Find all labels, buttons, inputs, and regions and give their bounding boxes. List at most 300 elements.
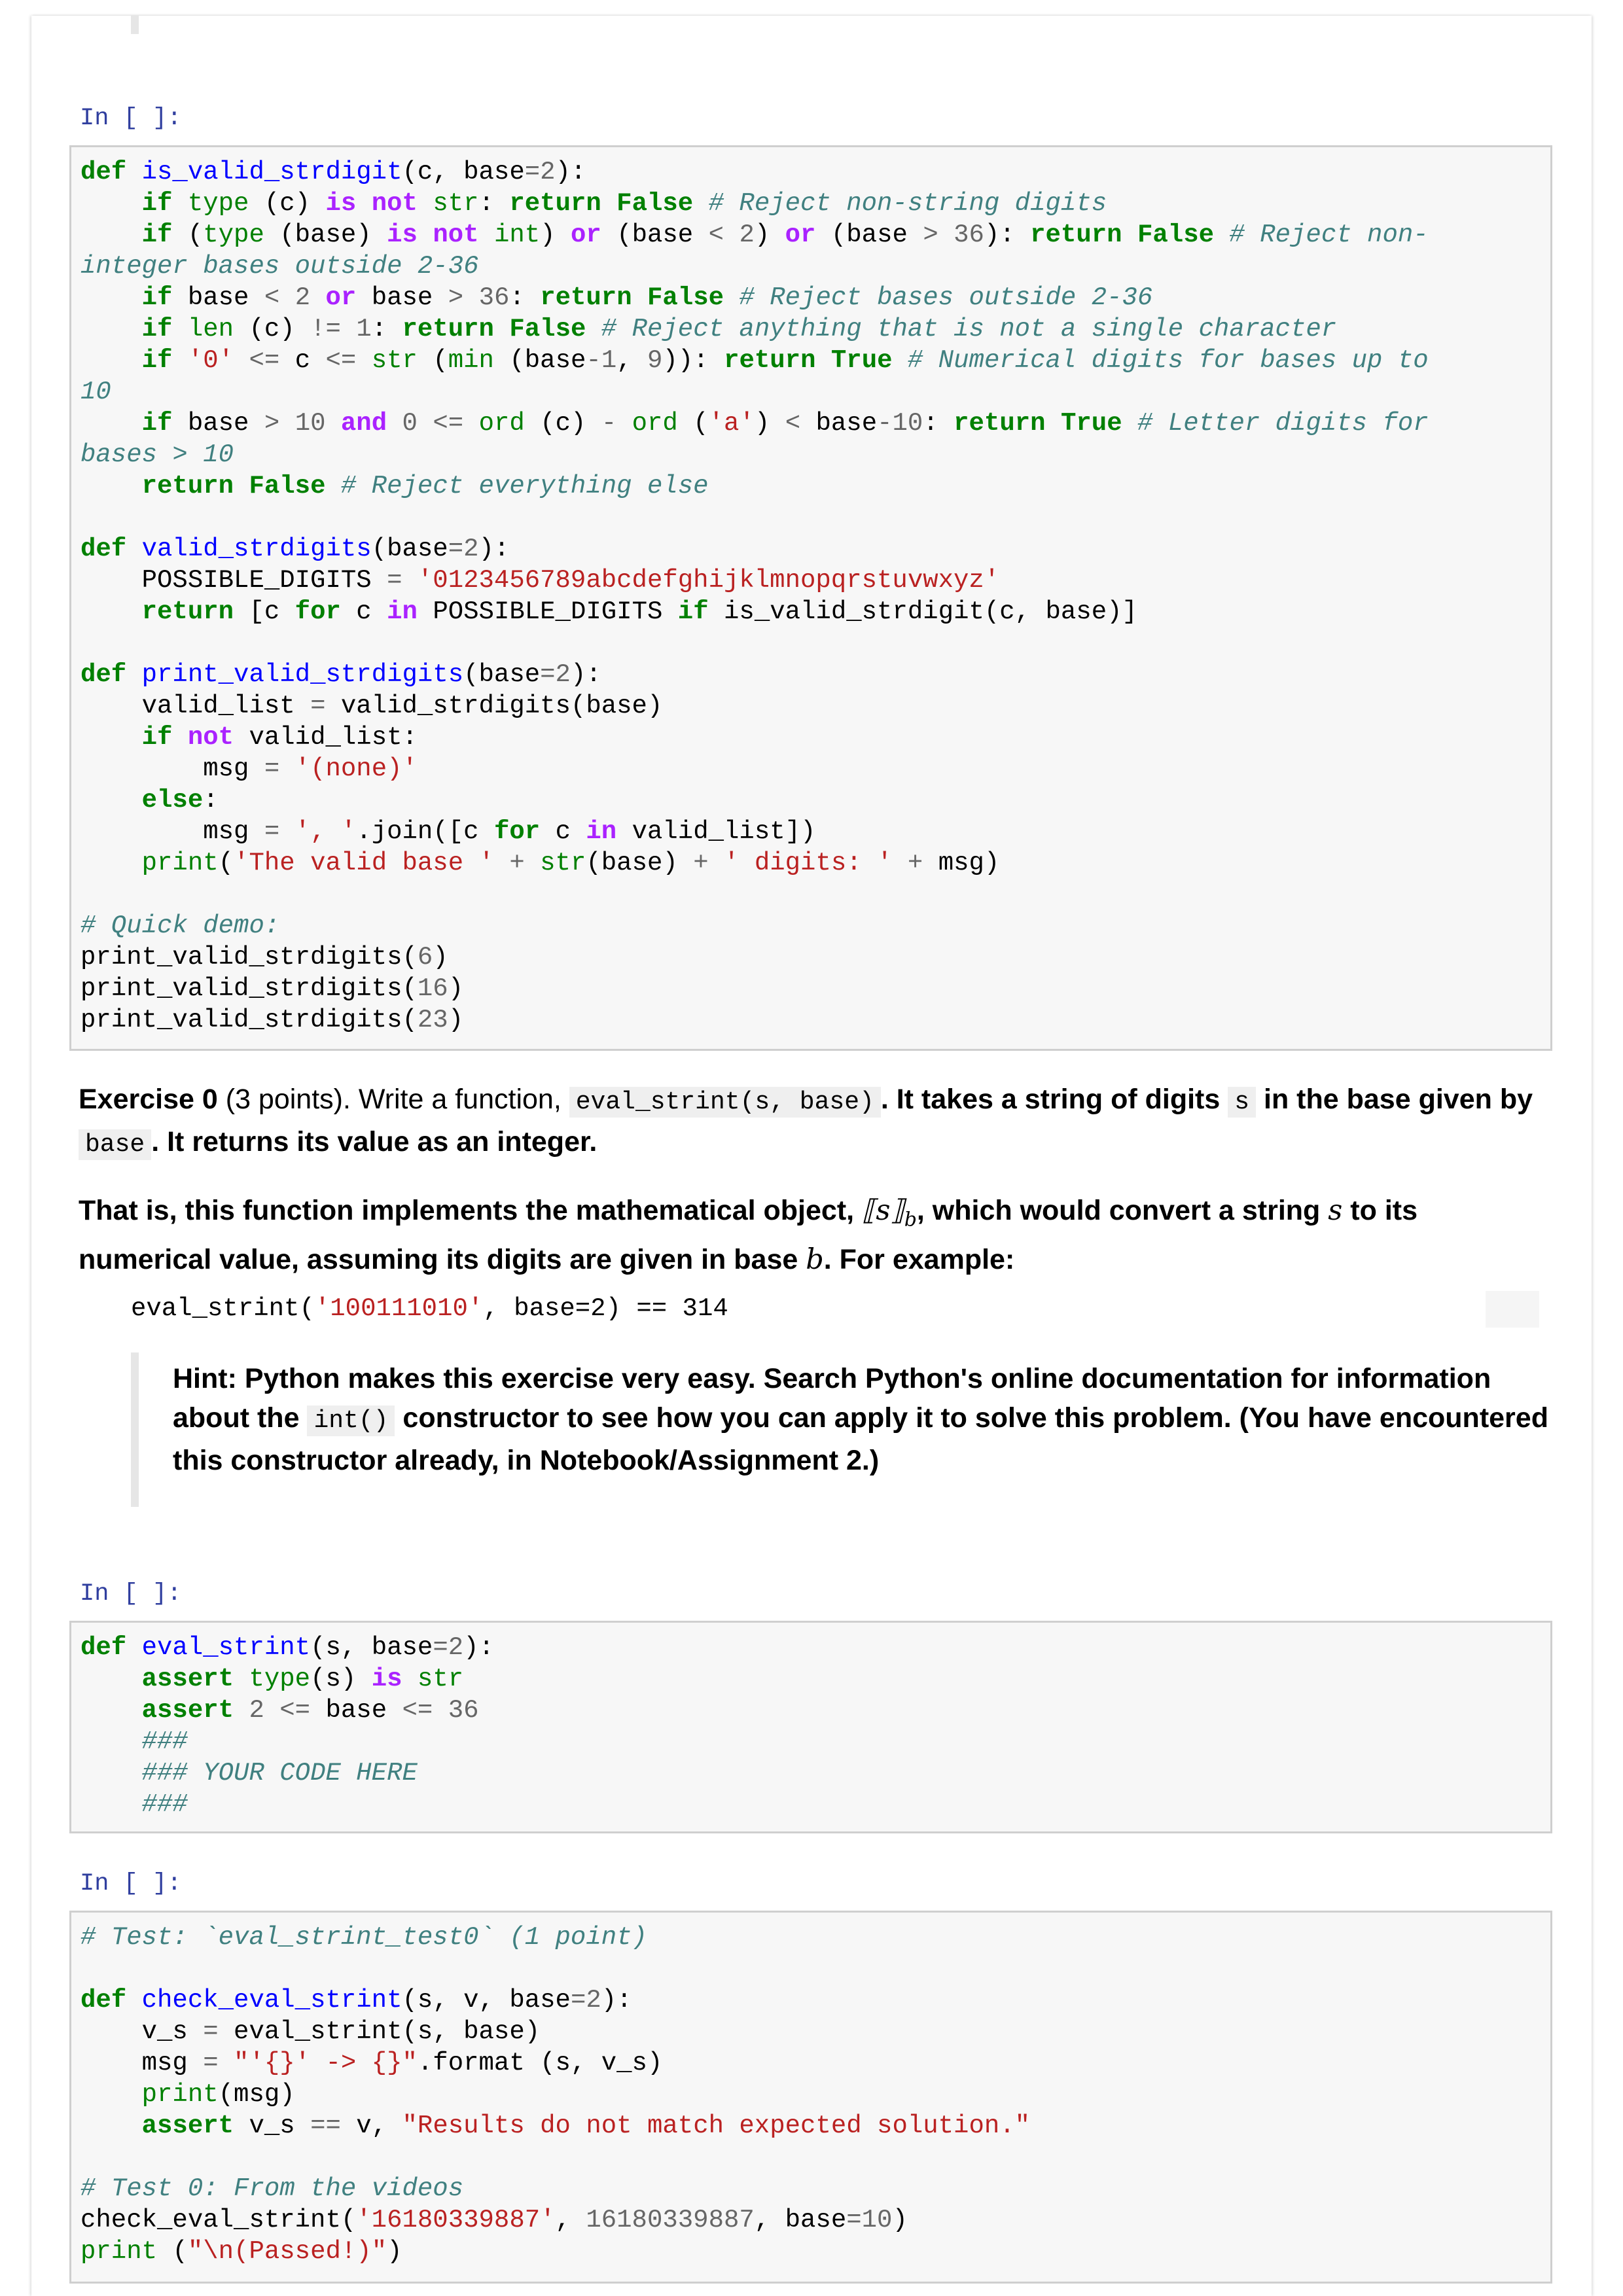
code-token: ' digits: ' [724, 849, 908, 877]
code-line[interactable] [80, 753, 1539, 785]
code-token: (c, base [402, 158, 525, 186]
code-line[interactable] [80, 1922, 1539, 1953]
code-token: : [509, 283, 541, 312]
code-token: < [785, 409, 816, 438]
code-token: len [187, 315, 249, 344]
code-editor[interactable] [80, 1632, 1539, 1820]
code-token: 2 [463, 535, 479, 563]
code-token [80, 1790, 142, 1819]
code-token: ): [555, 158, 586, 186]
code-token [80, 221, 142, 249]
inline-code: eval_strint(s, base) [569, 1087, 881, 1118]
code-token: # Test 0: From the videos [80, 2174, 464, 2203]
code-line[interactable] [80, 313, 1539, 345]
code-token: - [601, 409, 632, 438]
code-token: int [493, 221, 541, 249]
code-token: , [555, 2206, 586, 2234]
code-line[interactable] [80, 1757, 1539, 1789]
code-token: or [785, 221, 831, 249]
code-token: valid_list]) [632, 817, 816, 846]
code-token: <= [279, 1696, 326, 1725]
code-token: in [387, 597, 433, 626]
code-token: = [448, 535, 464, 563]
code-token: print [80, 2237, 173, 2266]
inline-code: int() [307, 1405, 395, 1436]
code-line[interactable] [80, 816, 1539, 847]
code-token: 2 [586, 1986, 601, 2015]
code-line[interactable] [80, 1663, 1539, 1695]
code-token: base [187, 409, 264, 438]
code-token: if [141, 409, 188, 438]
math-object: ⟦s⟧ [862, 1194, 904, 1227]
code-line[interactable] [80, 2016, 1539, 2047]
code-token: = [846, 2206, 862, 2234]
code-line[interactable] [80, 847, 1539, 879]
code-token: ) [433, 943, 448, 972]
code-line[interactable] [80, 345, 1539, 376]
code-token: 10 [861, 2206, 893, 2234]
code-token: (c) [540, 409, 601, 438]
code-line[interactable] [80, 376, 1539, 408]
hint-blockquote [131, 1352, 1558, 1507]
code-token: (msg) [218, 2080, 295, 2109]
code-token: and [340, 409, 402, 438]
code-token: POSSIBLE_DIGITS [80, 566, 387, 595]
code-token [80, 849, 142, 877]
code-token: or [570, 221, 617, 249]
code-line[interactable] [80, 219, 1539, 251]
code-token: : [203, 786, 219, 815]
code-token: ): [570, 660, 601, 689]
code-token: is_valid_strdigit(c, base)] [724, 597, 1137, 626]
code-token: ### [141, 1790, 188, 1819]
code-token: # Letter digits for [1137, 409, 1429, 438]
code-token: 0 [402, 409, 433, 438]
code-token: (base) [279, 221, 387, 249]
code-token: for [294, 597, 357, 626]
code-line[interactable] [80, 251, 1539, 282]
code-line[interactable] [80, 2173, 1539, 2204]
code-token: assert [141, 1696, 249, 1725]
code-token: <= [433, 409, 479, 438]
code-line[interactable] [80, 2047, 1539, 2079]
code-line[interactable] [80, 942, 1539, 973]
code-token: return False [402, 315, 601, 344]
hint-text: Hint: Python makes this exercise very easy. Search Python's online documentation for information about the [173, 1363, 1491, 1434]
code-token: ) [754, 221, 785, 249]
exercise-paragraph-1 [79, 1080, 1538, 1165]
code-token: # Quick demo: [80, 911, 280, 940]
code-token [80, 597, 142, 626]
code-token [80, 1759, 142, 1788]
cell-prompt: In [ ]: [80, 1870, 182, 1898]
code-token: + [693, 849, 724, 877]
code-cell-2[interactable] [69, 1621, 1552, 1833]
code-token: valid_strdigits [141, 535, 372, 563]
code-token: > [923, 221, 954, 249]
code-token: = [524, 158, 541, 186]
code-token: 1 [356, 315, 372, 344]
code-line[interactable] [80, 659, 1539, 690]
math-variable: s [1328, 1194, 1343, 1227]
code-token: 2 [739, 221, 755, 249]
code-token: <= [402, 1696, 448, 1725]
code-token: def [80, 660, 142, 689]
code-token: print_valid_strdigits( [80, 974, 418, 1003]
code-token: = [203, 2017, 234, 2046]
code-token: else [141, 786, 204, 815]
code-token: (s, v, base [402, 1986, 571, 2015]
code-token: <= [325, 346, 372, 375]
code-token: c [555, 817, 586, 846]
code-line[interactable] [80, 470, 1539, 502]
code-line[interactable] [80, 910, 1539, 942]
code-token: = [264, 817, 295, 846]
code-token: < [264, 283, 295, 312]
code-token: (base [616, 221, 709, 249]
code-token: ( [693, 409, 709, 438]
code-token: base [815, 409, 878, 438]
code-line[interactable] [80, 282, 1539, 313]
code-token: ): [984, 221, 1031, 249]
code-token: def [80, 1633, 142, 1662]
exercise-text: in the base given by [1256, 1084, 1533, 1115]
code-token: ) [540, 221, 571, 249]
code-token: + [907, 849, 938, 877]
code-token: = [540, 660, 556, 689]
code-token: str [371, 346, 433, 375]
code-token [80, 1696, 142, 1725]
code-token [80, 283, 142, 312]
code-token: (base [463, 660, 541, 689]
code-token: ( [187, 221, 204, 249]
code-token: if [141, 221, 188, 249]
code-editor[interactable] [80, 156, 1539, 1036]
code-token: valid_list [80, 692, 311, 720]
code-token: (base [509, 346, 586, 375]
code-token: ### YOUR CODE HERE [141, 1759, 418, 1788]
code-token: 36 [448, 1696, 479, 1725]
code-line[interactable] [80, 188, 1539, 219]
code-token: 10 [294, 409, 341, 438]
code-token: ) [448, 974, 464, 1003]
code-token: if [141, 283, 188, 312]
code-line[interactable] [80, 2110, 1539, 2142]
code-token: if [141, 189, 188, 218]
code-token: msg [80, 2049, 204, 2077]
code-line[interactable] [80, 973, 1539, 1004]
code-token: ( [433, 346, 448, 375]
code-token: str [417, 1665, 464, 1693]
code-token: : [478, 189, 510, 218]
code-token: in [586, 817, 632, 846]
code-token: ', ' [294, 817, 357, 846]
code-token: 2 [555, 660, 571, 689]
code-token: ) [448, 1006, 464, 1034]
code-token: v_s [80, 2017, 204, 2046]
code-token: def [80, 1986, 142, 2015]
code-token: assert [141, 1665, 249, 1693]
code-token: 6 [417, 943, 433, 972]
code-token: msg [80, 754, 264, 783]
code-token: return True [724, 346, 908, 375]
code-token: c [294, 346, 326, 375]
code-token: type [249, 1665, 311, 1693]
code-line[interactable] [80, 1004, 1539, 1036]
code-token: "Results do not match expected solution." [402, 2111, 1031, 2140]
code-token: # Test: `eval_strint_test0` (1 point) [80, 1923, 647, 1952]
code-token: 10 [892, 409, 923, 438]
code-token: <= [249, 346, 295, 375]
code-token: # Reject non-string digits [708, 189, 1107, 218]
code-line[interactable] [80, 596, 1539, 627]
code-token: '(none)' [294, 754, 418, 783]
code-token: def [80, 158, 142, 186]
code-line[interactable] [80, 156, 1539, 188]
code-token: ord [478, 409, 541, 438]
code-token [80, 472, 142, 501]
code-token: ( [172, 2237, 188, 2266]
code-token [80, 315, 142, 344]
code-token: 10 [80, 378, 111, 406]
code-token: : [693, 346, 724, 375]
code-token: - [586, 346, 601, 375]
exercise-text: to its numerical value, assuming its digits are given in base [79, 1195, 1418, 1275]
code-token: = [570, 1986, 586, 2015]
code-token: 2 [540, 158, 556, 186]
code-token: "'{}' -> {}" [234, 2049, 418, 2077]
code-token: str [540, 849, 586, 877]
exercise-text: . It takes a string of digits [880, 1084, 1228, 1115]
code-token: print [141, 2080, 219, 2109]
code-token: = [387, 566, 418, 595]
code-line[interactable] [80, 565, 1539, 596]
exercise-points: (3 points). Write a function, [217, 1084, 569, 1115]
code-token: c [356, 597, 387, 626]
code-line[interactable] [80, 879, 1539, 910]
code-token: is_valid_strdigit [141, 158, 402, 186]
example-background [1486, 1291, 1539, 1328]
code-line[interactable] [80, 690, 1539, 722]
code-token: : [923, 409, 954, 438]
example-rest: , base=2) == 314 [483, 1294, 728, 1323]
code-line[interactable] [80, 627, 1539, 659]
code-token: # Reject non- [1229, 221, 1429, 249]
code-token: .format (s, v_s) [417, 2049, 663, 2077]
code-token: base [325, 1696, 402, 1725]
code-token: eval_strint [141, 1633, 311, 1662]
code-token: , base [754, 2206, 847, 2234]
code-cell-1[interactable] [69, 145, 1552, 1051]
code-token: print_valid_strdigits [141, 660, 464, 689]
code-token: or [325, 283, 372, 312]
code-token: check_eval_strint [141, 1986, 402, 2015]
code-token: ( [218, 849, 234, 877]
inline-code: base [79, 1129, 151, 1160]
code-token: (base) [586, 849, 694, 877]
code-token: )) [662, 346, 694, 375]
code-token: msg) [938, 849, 1000, 877]
code-token: 16180339887 [586, 2206, 755, 2234]
code-token [80, 1727, 142, 1756]
code-token: assert [141, 2111, 249, 2140]
code-token: '0' [187, 346, 249, 375]
code-token: ### [141, 1727, 188, 1756]
example-string: '100111010' [314, 1294, 484, 1323]
code-token: != [310, 315, 357, 344]
code-token: bases > 10 [80, 440, 234, 469]
code-token: for [493, 817, 556, 846]
code-token: return True [954, 409, 1138, 438]
code-token: # Reject bases outside 2-36 [739, 283, 1153, 312]
code-token: if [141, 723, 188, 752]
code-token: return [141, 597, 249, 626]
code-line[interactable] [80, 722, 1539, 753]
code-token: 9 [647, 346, 663, 375]
code-token: if [141, 315, 188, 344]
code-token [80, 2111, 142, 2140]
code-token: > [264, 409, 295, 438]
code-token: (base [830, 221, 923, 249]
example-function: eval_strint( [131, 1294, 315, 1323]
code-token: # Reject anything that is not a single character [601, 315, 1337, 344]
code-token: print [141, 849, 219, 877]
code-token: .join([c [356, 817, 494, 846]
code-token: is not [325, 189, 433, 218]
code-token: 2 [249, 1696, 280, 1725]
code-token: (c) [264, 189, 326, 218]
code-token: valid_strdigits(base) [340, 692, 663, 720]
code-token: 1 [601, 346, 617, 375]
code-line[interactable] [80, 1789, 1539, 1820]
code-line[interactable] [80, 1985, 1539, 2016]
exercise-paragraph-2 [79, 1191, 1538, 1279]
code-line[interactable] [80, 2236, 1539, 2267]
code-token: 36 [954, 221, 984, 249]
code-token: = [310, 692, 341, 720]
code-token: ): [601, 1986, 632, 2015]
code-token: ): [478, 535, 510, 563]
hint-text: constructor to see how you can apply it to solve this problem. (You have encountered this constructor already, in Notebook/Assignment 2.) [173, 1402, 1548, 1476]
code-token: print_valid_strdigits( [80, 943, 418, 972]
code-token [80, 786, 142, 815]
code-line[interactable] [80, 785, 1539, 816]
code-token: '0123456789abcdefghijklmnopqrstuvwxyz' [417, 566, 1000, 595]
code-token: ) [387, 2237, 402, 2266]
code-token: return False [141, 472, 341, 501]
code-line[interactable] [80, 2079, 1539, 2110]
code-token: if [677, 597, 724, 626]
cell-prompt: In [ ]: [80, 105, 182, 132]
code-token: (s, base [310, 1633, 433, 1662]
math-variable: b [806, 1243, 824, 1276]
code-token: [c [249, 597, 295, 626]
code-token: valid_list: [249, 723, 418, 752]
code-token: if [141, 346, 188, 375]
scroll-marker [131, 16, 139, 34]
code-token: type [203, 221, 280, 249]
code-token: min [448, 346, 510, 375]
code-token: # Numerical digits for bases up to [907, 346, 1429, 375]
code-token: str [433, 189, 479, 218]
code-line[interactable] [80, 1953, 1539, 1985]
code-token: ) [892, 2206, 908, 2234]
code-token: = [203, 2049, 234, 2077]
code-token: v, [356, 2111, 402, 2140]
code-token: "\n(Passed!)" [187, 2237, 387, 2266]
math-subscript: b [904, 1208, 917, 1231]
code-token: > [448, 283, 479, 312]
exercise-text: . It returns its value as an integer. [151, 1126, 597, 1157]
code-token: (base [371, 535, 448, 563]
code-token: 16 [417, 974, 448, 1003]
code-token: - [877, 409, 893, 438]
code-token [80, 723, 142, 752]
code-token: == [310, 2111, 357, 2140]
code-line[interactable] [80, 1726, 1539, 1757]
code-line[interactable] [80, 408, 1539, 439]
code-token: return False [509, 189, 709, 218]
code-line[interactable] [80, 2142, 1539, 2173]
code-token [80, 2080, 142, 2109]
code-line[interactable] [80, 502, 1539, 533]
code-token: v_s [249, 2111, 311, 2140]
code-line[interactable] [80, 1695, 1539, 1726]
code-token: type [187, 189, 264, 218]
code-token: + [509, 849, 541, 877]
exercise-text: . For example: [823, 1243, 1015, 1275]
code-line[interactable] [80, 1632, 1539, 1663]
code-token: base [371, 283, 448, 312]
code-token: ) [754, 409, 785, 438]
code-line[interactable] [80, 439, 1539, 470]
code-token: (s) [310, 1665, 372, 1693]
code-token: 'The valid base ' [234, 849, 510, 877]
code-token: < [708, 221, 740, 249]
code-token: is not [387, 221, 494, 249]
code-token: ord [632, 409, 694, 438]
code-token: POSSIBLE_DIGITS [433, 597, 678, 626]
code-token: check_eval_strint( [80, 2206, 357, 2234]
code-cell-3[interactable] [69, 1911, 1552, 2284]
code-token: return False [540, 283, 740, 312]
code-token: 'a' [708, 409, 755, 438]
inline-code: s [1228, 1087, 1256, 1118]
code-token: # Reject everything else [340, 472, 709, 501]
code-token: = [264, 754, 295, 783]
code-token: , [616, 346, 648, 375]
code-token: : [371, 315, 402, 344]
code-token: (c) [249, 315, 311, 344]
example-code [79, 1288, 1539, 1329]
code-token: = [433, 1633, 448, 1662]
code-line[interactable] [80, 2204, 1539, 2236]
code-editor[interactable] [80, 1922, 1539, 2267]
code-token: 2 [448, 1633, 464, 1662]
code-token [80, 1665, 142, 1693]
code-line[interactable] [80, 533, 1539, 565]
code-token: not [187, 723, 249, 752]
code-token: is [371, 1665, 418, 1693]
code-token [80, 189, 142, 218]
code-token: def [80, 535, 142, 563]
code-token: ): [463, 1633, 494, 1662]
code-token: 23 [417, 1006, 448, 1034]
code-token: return False [1030, 221, 1230, 249]
code-token: integer bases outside 2-36 [80, 252, 479, 281]
cell-prompt: In [ ]: [80, 1580, 182, 1608]
code-token: eval_strint(s, base) [234, 2017, 541, 2046]
